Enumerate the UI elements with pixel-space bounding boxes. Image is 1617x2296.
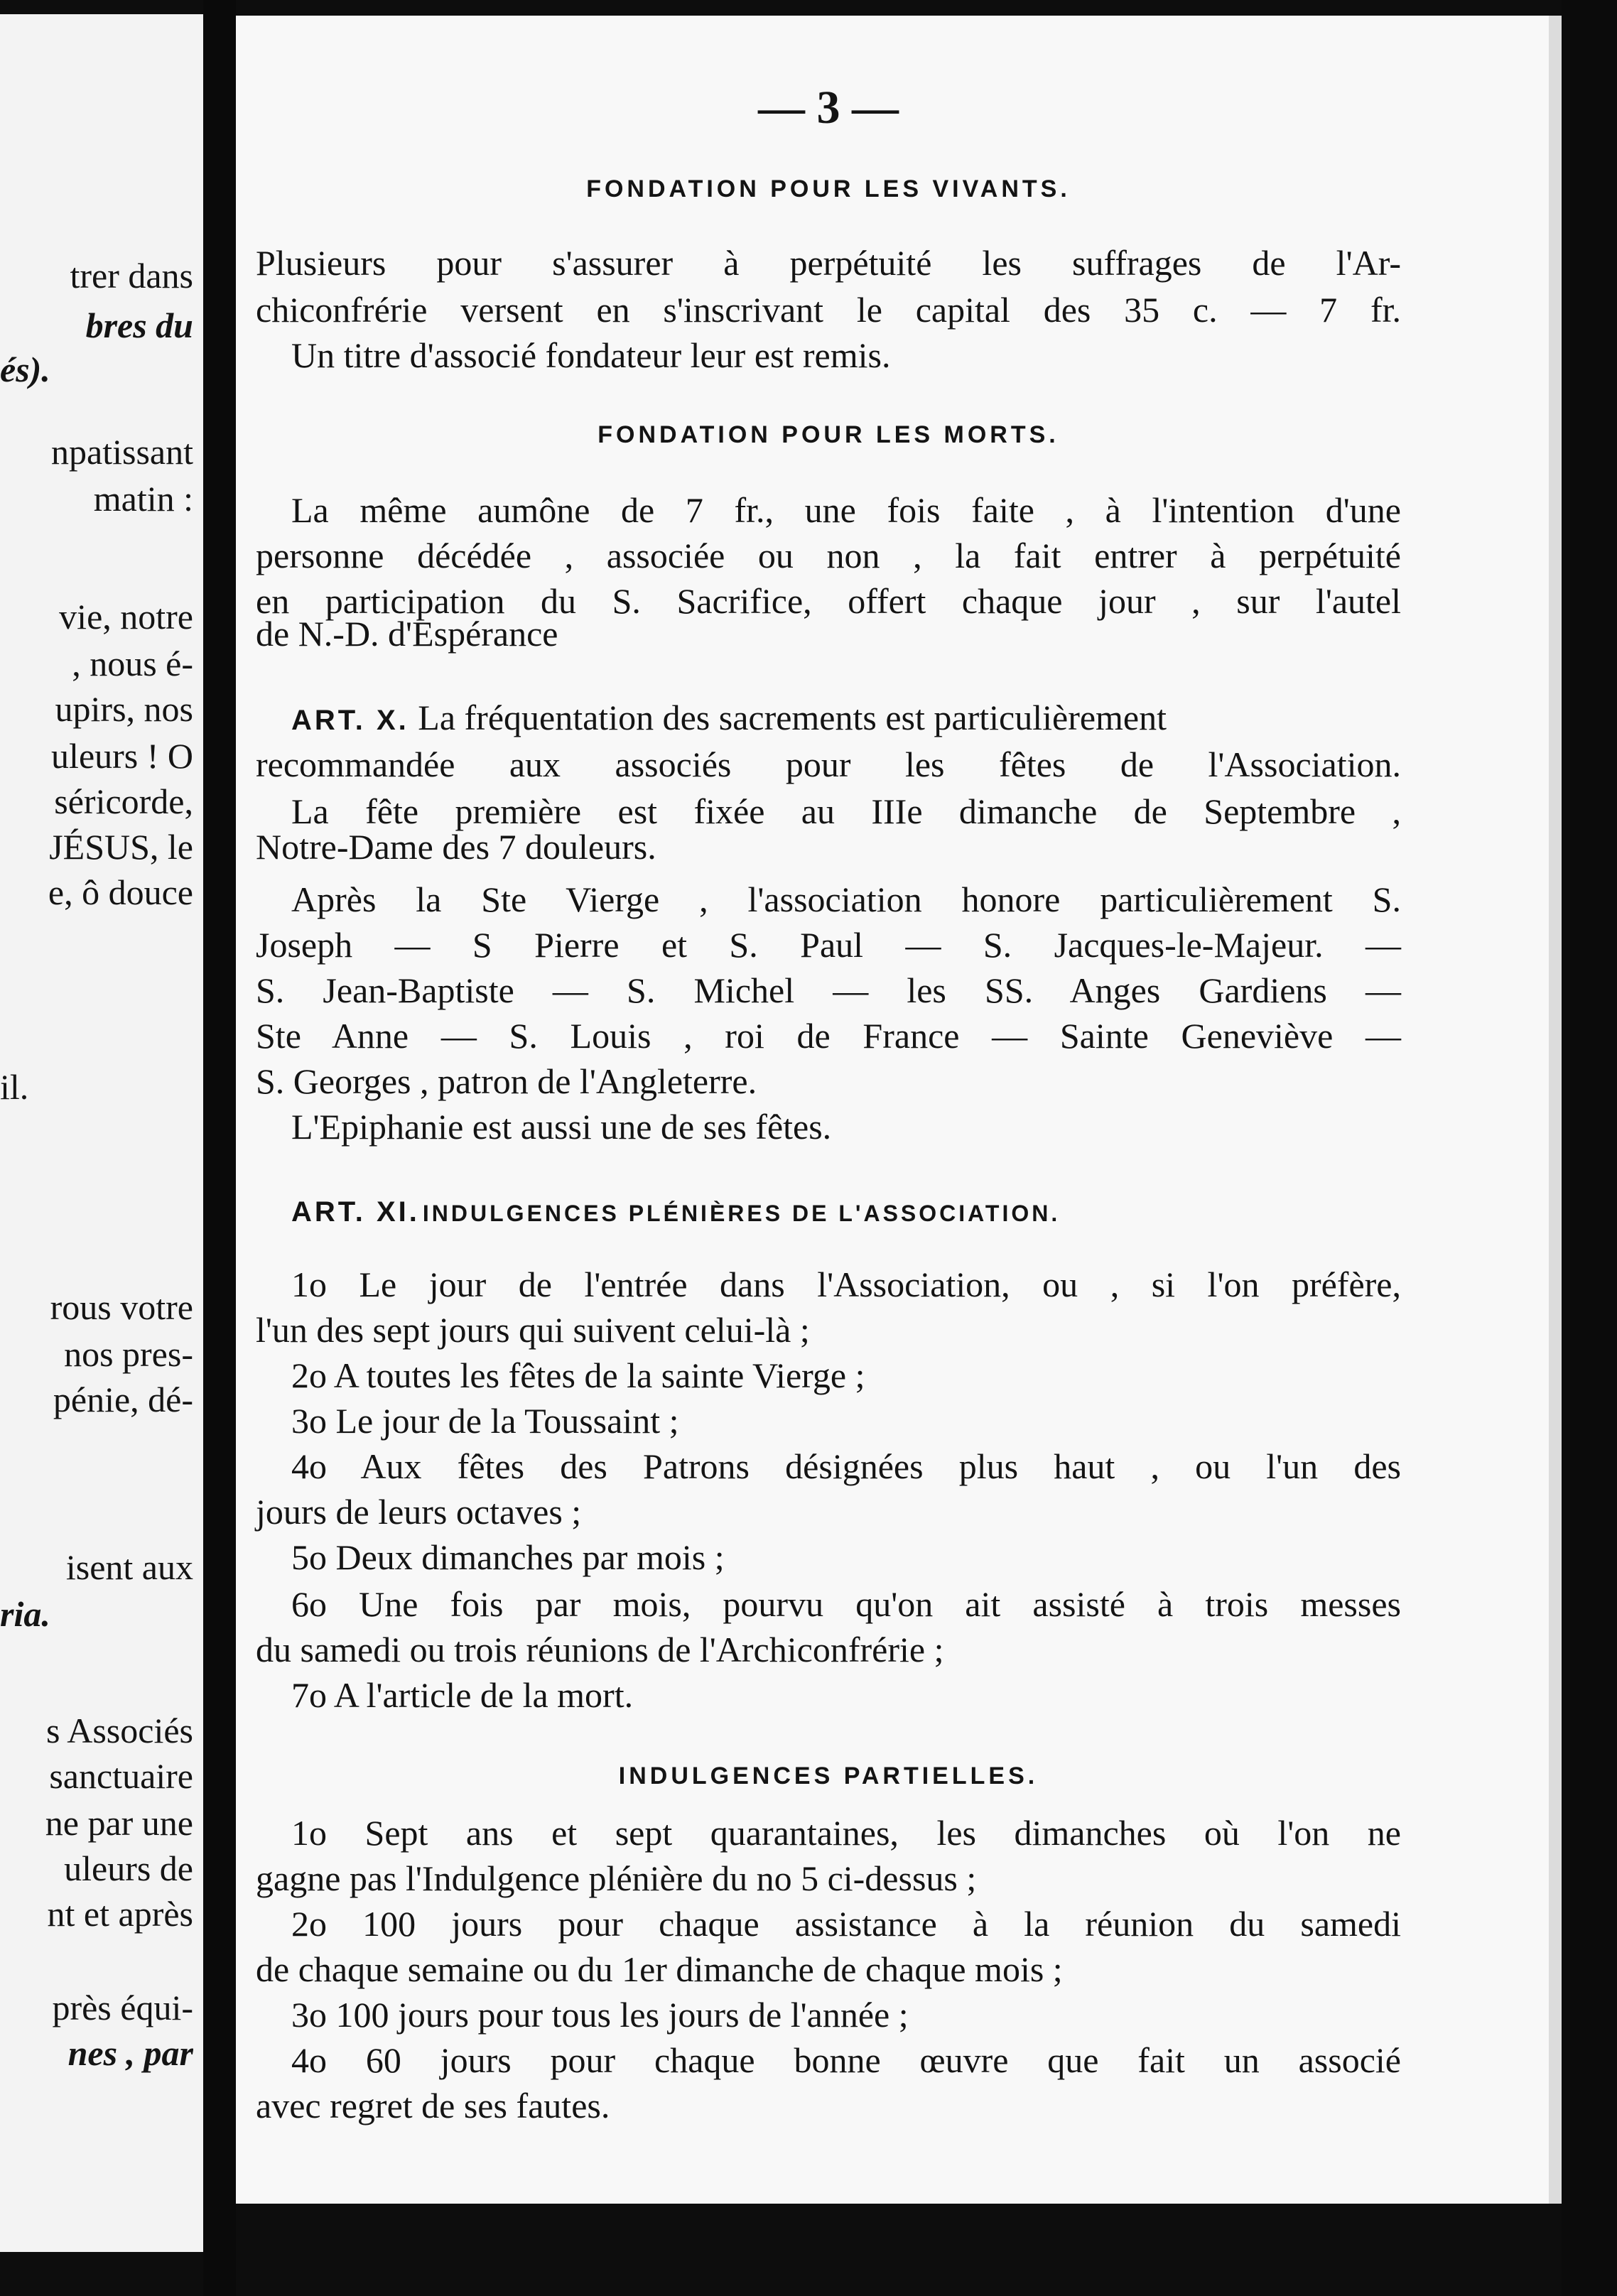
text-line: Joseph — S Pierre et S. Paul — S. Jacques-le-Majeur. — [256, 925, 1401, 965]
left-line: isent aux [65, 1547, 193, 1587]
text-line: avec regret de ses fautes. [256, 2086, 610, 2126]
text-line: 5o Deux dimanches par mois ; [291, 1537, 725, 1577]
left-line: uleurs ! O [51, 736, 193, 776]
left-line: és). [0, 350, 50, 389]
article-x-first-line [291, 696, 1401, 739]
text-line: La fréquentation des sacrements est particulièrement [418, 698, 1167, 737]
text-line: 4o 60 jours pour chaque bonne œuvre que fait un associé [291, 2040, 1401, 2080]
heading-fondation-vivants: FONDATION POUR LES VIVANTS. [586, 175, 1071, 202]
text-line: de chaque semaine ou du 1er dimanche de chaque mois ; [256, 1949, 1063, 1989]
page-bottom-shadow [236, 2204, 1562, 2296]
text-line: La fête première est fixée au IIIe dimanche de Septembre , [291, 791, 1401, 831]
left-line: uleurs de [64, 1848, 193, 1888]
left-line: e, ô douce [48, 872, 193, 912]
text-line: personne décédée , associée ou non , la fait entrer à perpétuité [256, 536, 1401, 575]
left-line: pénie, dé- [53, 1380, 193, 1419]
text-line: La même aumône de 7 fr., une fois faite , à l'intention d'une [291, 490, 1401, 530]
text-line: 6o Une fois par mois, pourvu qu'on ait assisté à trois messes [291, 1584, 1401, 1624]
left-line: sanctuaire [49, 1756, 193, 1796]
text-line: 1o Le jour de l'entrée dans l'Association, ou , si l'on préfère, [291, 1265, 1401, 1304]
left-line: près équi- [52, 1988, 193, 2027]
left-facing-page [0, 14, 203, 2252]
page-number: — 3 — [758, 82, 899, 134]
book-gutter [203, 0, 236, 2296]
article-xi-heading [291, 1191, 1401, 1233]
left-line: vie, notre [59, 597, 193, 637]
text-line: recommandée aux associés pour les fêtes de l'Association. [256, 744, 1401, 784]
article-xi-title: INDULGENCES PLÉNIÈRES DE L'ASSOCIATION. [422, 1201, 1061, 1226]
left-line: upirs, nos [55, 689, 193, 729]
left-line: ria. [0, 1594, 50, 1634]
text-line: de N.-D. d'Espérance [256, 614, 558, 654]
text-line: 2o A toutes les fêtes de la sainte Vierge ; [291, 1355, 865, 1395]
text-line: du samedi ou trois réunions de l'Archiconfrérie ; [256, 1630, 944, 1669]
article-x-label: ART. X. [291, 705, 409, 736]
article-xi-label: ART. XI. [291, 1196, 420, 1228]
text-line: 1o Sept ans et sept quarantaines, les dimanches où l'on ne [291, 1813, 1401, 1853]
left-line: rous votre [50, 1287, 193, 1327]
text-line: Plusieurs pour s'assurer à perpétuité les suffrages de l'Ar- [256, 243, 1401, 283]
text-line: l'un des sept jours qui suivent celui-là ; [256, 1310, 810, 1350]
heading-indulgences-partielles: INDULGENCES PARTIELLES. [618, 1762, 1039, 1789]
text-line: Notre-Dame des 7 douleurs. [256, 827, 656, 867]
text-line: en participation du S. Sacrifice, offert chaque jour , sur l'autel [256, 581, 1401, 621]
text-line: 3o Le jour de la Toussaint ; [291, 1401, 679, 1441]
left-line: npatissant [51, 432, 193, 472]
text-line: Ste Anne — S. Louis , roi de France — Sainte Geneviève — [256, 1016, 1401, 1056]
text-line: 3o 100 jours pour tous les jours de l'année ; [291, 1995, 909, 2035]
left-line: JÉSUS, le [49, 827, 193, 867]
left-line: nos pres- [64, 1334, 193, 1374]
left-line: ne par une [45, 1803, 193, 1843]
page-edge [1562, 0, 1617, 2296]
text-line: chiconfrérie versent en s'inscrivant le capital des 35 c. — 7 fr. [256, 290, 1401, 330]
text-line: gagne pas l'Indulgence plénière du no 5 ci-dessus ; [256, 1858, 977, 1898]
text-line: 2o 100 jours pour chaque assistance à la réunion du samedi [291, 1904, 1401, 1944]
text-line: L'Epiphanie est aussi une de ses fêtes. [291, 1107, 832, 1147]
text-line: 7o A l'article de la mort. [291, 1675, 634, 1715]
left-line: trer dans [70, 256, 193, 296]
left-line: nt et après [47, 1894, 193, 1934]
text-line: Après la Ste Vierge , l'association honore particulièrement S. [291, 879, 1401, 919]
left-line: bres du [85, 305, 193, 345]
left-line: il. [0, 1067, 29, 1107]
left-line: , nous é- [72, 644, 193, 683]
text-line: S. Jean-Baptiste — S. Michel — les SS. Anges Gardiens — [256, 970, 1401, 1010]
left-line: matin : [93, 479, 193, 519]
text-line: 4o Aux fêtes des Patrons désignées plus haut , ou l'un des [291, 1446, 1401, 1486]
left-line: séricorde, [54, 781, 193, 821]
text-line: S. Georges , patron de l'Angleterre. [256, 1061, 757, 1101]
left-line: nes , par [67, 2033, 193, 2073]
heading-fondation-morts: FONDATION POUR LES MORTS. [597, 421, 1059, 448]
left-line: s Associés [46, 1711, 193, 1750]
text-line: jours de leurs octaves ; [256, 1492, 582, 1532]
text-line: Un titre d'associé fondateur leur est remis. [291, 335, 891, 375]
